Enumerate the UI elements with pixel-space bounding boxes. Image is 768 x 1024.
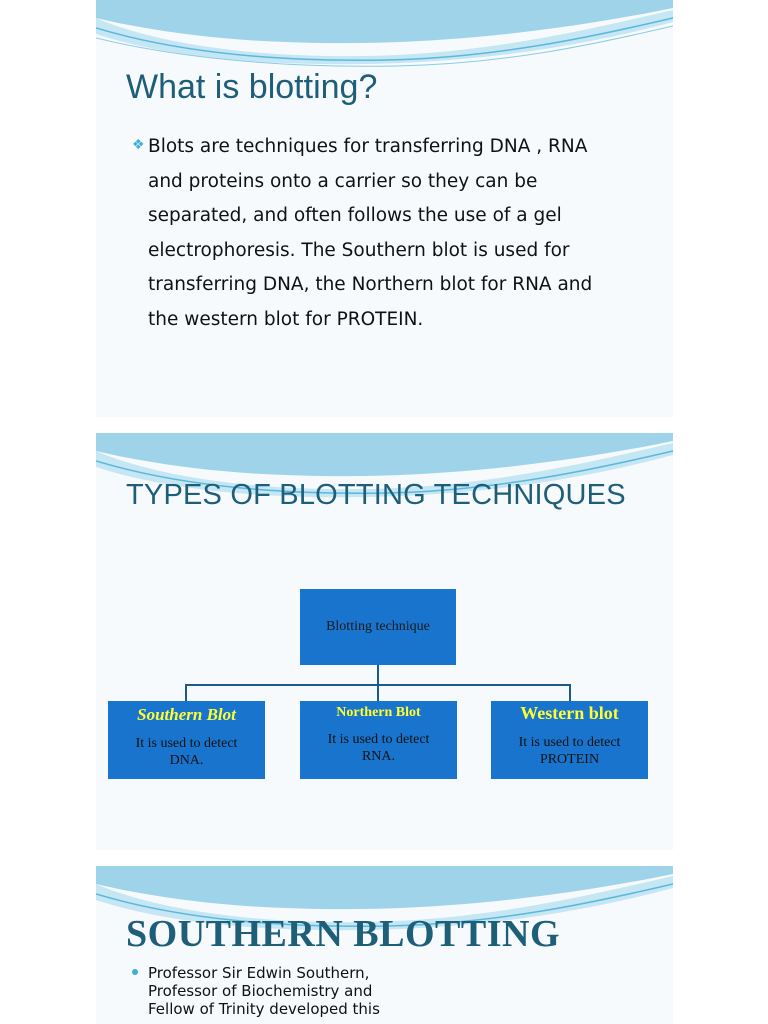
text-line: electrophoresis. The Southern blot is used for [148,239,570,261]
root-label: Blotting technique [326,619,430,634]
text-line: Blots are techniques for transferring DNA , RNA [148,136,588,157]
slide-title: SOUTHERN BLOTTING [126,913,560,955]
box-description [108,735,265,769]
text-line: Fellow of Trinity developed this [148,1000,380,1018]
box-heading: Northern Blot [336,705,421,720]
box-description [491,734,648,768]
desc-line: It is used to detect [327,732,430,747]
bullet-dot-icon [132,969,138,975]
desc-line: DNA. [169,753,204,768]
text-line: and proteins onto a carrier so they can be [148,170,538,192]
northern-blot-box [300,701,457,779]
slide-title: TYPES OF BLOTTING TECHNIQUES [126,479,626,511]
text-line: Professor of Biochemistry and [148,982,373,1000]
text-line: Professor Sir Edwin Southern, [148,964,370,982]
southern-blot-box [108,701,265,779]
desc-line: PROTEIN [539,752,600,767]
wave-decoration [96,0,673,70]
connector-middle [377,684,379,701]
slide-southern-blotting [96,866,673,1024]
box-heading: Southern Blot [137,705,236,724]
slide-types-of-blotting [96,433,673,850]
western-blot-box [491,701,648,779]
bullet-text [148,964,428,1018]
slide-title: What is blotting? [126,68,378,106]
box-heading: Western blot [520,703,619,723]
diamond-bullet-icon: ❖ [132,136,145,152]
desc-line: RNA. [361,749,396,764]
text-line: separated, and often follows the use of a gel [148,205,562,227]
connector-vertical [377,665,379,685]
box-description [300,731,457,765]
text-line: the western blot for PROTEIN. [148,308,424,330]
diagram-root-box [300,589,456,665]
desc-line: It is used to detect [518,735,621,750]
connector-right [569,684,571,701]
text-line: transferring DNA, the Northern blot for RNA and [148,274,593,296]
desc-line: It is used to detect [135,736,238,751]
connector-left [185,684,187,701]
bullet-text [148,130,638,338]
slide-what-is-blotting [96,0,673,417]
